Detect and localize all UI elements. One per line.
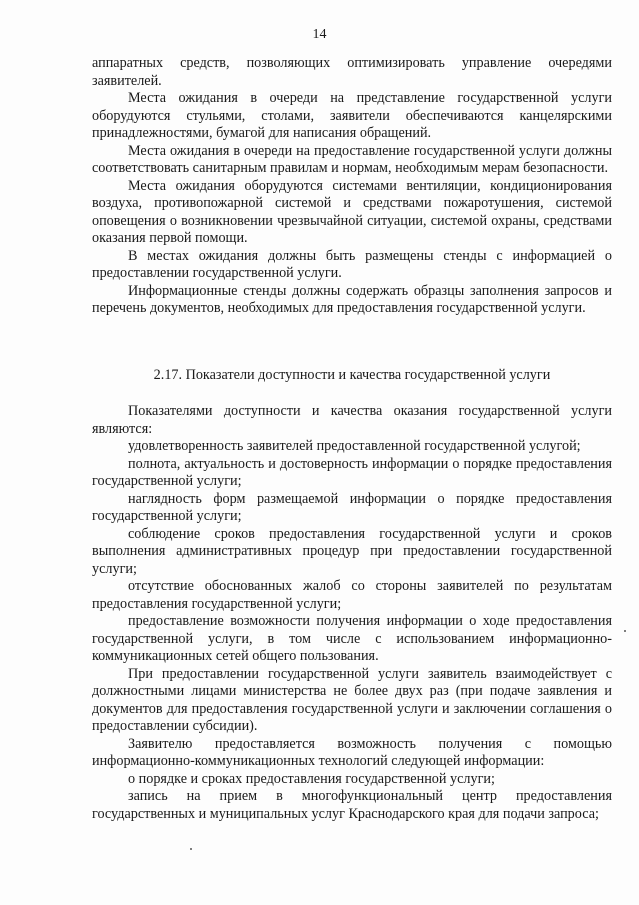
- list-item: отсутствие обоснованных жалоб со стороны заявителей по результатам предоставления государственной услуги;: [92, 578, 612, 612]
- list-item: о порядке и сроках предоставления государственной услуги;: [128, 770, 495, 787]
- paragraph: Места ожидания оборудуются системами вентиляции, кондиционирования воздуха, противопожарной системой и средствами пожаротушения, системой оповещения о возникновении чрезвычайной ситуации, системой охраны, средствами оказания первой помощи.: [92, 177, 612, 246]
- paragraph: аппаратных средств, позволяющих оптимизировать управление очередями заявителей.: [92, 55, 612, 89]
- list-item: запись на прием в многофункциональный центр предоставления государственных и муниципальных услуг Краснодарского края для подачи запроса;: [92, 788, 612, 822]
- paragraph: Показателями доступности и качества оказания государственной услуги являются:: [92, 403, 612, 437]
- list-item: удовлетворенность заявителей предоставленной государственной услугой;: [128, 438, 581, 454]
- text-block-bottom: [92, 403, 612, 823]
- list-item: наглядность форм размещаемой информации о порядке предоставления государственной услуги;: [92, 490, 612, 524]
- paragraph: Информационные стенды должны содержать образцы заполнения запросов и перечень документов, необходимых для предоставления государственной услуги.: [92, 282, 612, 316]
- section-heading: 2.17. Показатели доступности и качества государственной услуги: [153, 367, 551, 383]
- paragraph: Заявителю предоставляется возможность получения с помощью информационно-коммуникационных технологий следующей информации:: [92, 735, 612, 769]
- paragraph: Места ожидания в очереди на представление государственной услуги оборудуются стульями, столами, заявители обеспечиваются канцелярскими принадлежностями, бумагой для написания обращений.: [92, 90, 612, 141]
- page-number: 14: [312, 27, 327, 42]
- scan-speck: [624, 630, 626, 632]
- list-item: полнота, актуальность и достоверность информации о порядке предоставления государственной услуги;: [92, 455, 612, 489]
- list-item: предоставление возможности получения информации о ходе предоставления государственной услуги, в том числе с использованием информационно-коммуникационных сетей общего пользования.: [92, 613, 612, 664]
- paragraph: В местах ожидания должны быть размещены стенды с информацией о предоставлении государственной услуги.: [92, 247, 612, 281]
- text-block-top: [92, 55, 612, 318]
- scan-speck: [190, 848, 192, 850]
- list-item: соблюдение сроков предоставления государственной услуги и сроков выполнения административных процедур при предоставлении государственной услуги;: [92, 525, 612, 577]
- paragraph: Места ожидания в очереди на предоставление государственной услуги должны соответствовать санитарным правилам и нормам, необходимым мерам безопасности.: [92, 142, 612, 176]
- paragraph: При предоставлении государственной услуги заявитель взаимодействует с должностными лицами министерства не более двух раз (при подаче заявления и документов для предоставления государственной услуги и заключении соглашения о предоставлении субсидии).: [92, 665, 612, 734]
